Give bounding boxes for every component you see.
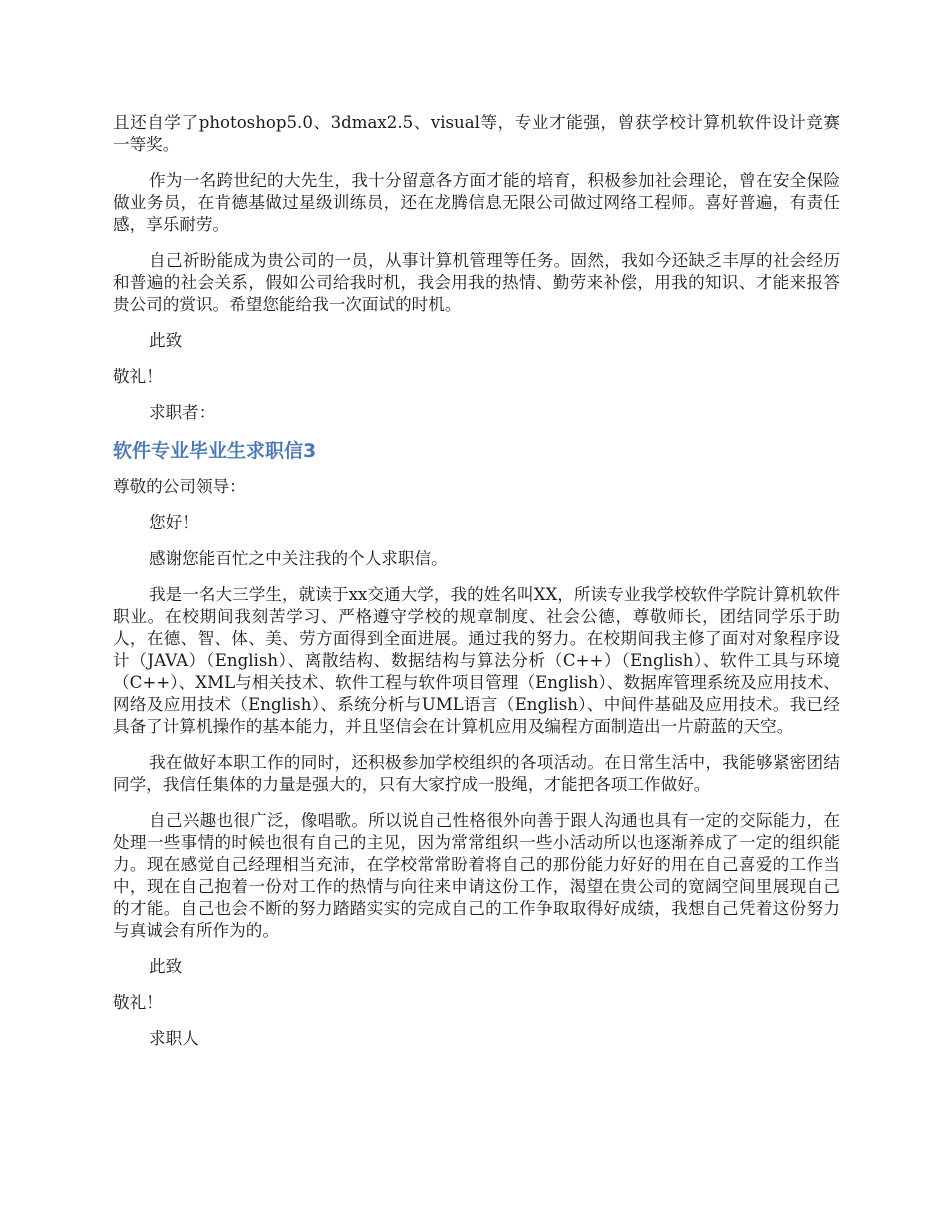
body-paragraph-4: 自己兴趣也很广泛，像唱歌。所以说自己性格很外向善于跟人沟通也具有一定的交际能力，在处理一些事情的时候也很有自己的主见，因为常常组织一些小活动所以也逐渐养成了一定的组织能力。现在感觉自己经理相当充沛，在学校常常盼着将自己的那份能力好好的用在自己喜爱的工作当中，现在自己抱着一份对工作的热情与向往来申请这份工作，渴望在贵公司的宽阔空间里展现自己的才能。自己也会不断的努力踏踏实实的完成自己的工作争取取得好成绩，我想自己凭着这份努力与真诚会有所作为的。 <box>113 811 840 940</box>
body-paragraph-3: 我在做好本职工作的同时，还积极参加学校组织的各项活动。在日常生活中，我能够紧密团结同学，我信任集体的力量是强大的，只有大家拧成一股绳，才能把各项工作做好。 <box>113 753 840 794</box>
greeting: 您好！ <box>149 513 199 532</box>
prev-closing-jing-li: 敬礼！ <box>113 367 163 386</box>
closing-ci-zhi: 此致 <box>149 957 183 976</box>
body-paragraph-2: 我是一名大三学生，就读于xx交通大学，我的姓名叫XX，所读专业我学校软件学院计算机软件职业。在校期间我刻苦学习、严格遵守学校的规章制度、社会公德，尊敬师长，团结同学乐于助人，在德、智、体、美、劳方面得到全面进展。通过我的努力。在校期间我主修了面对对象程序设计（JAVA）（English）、离散结构、数据结构与算法分析（C++）（English）、软件工具与环境（C++）、XML与相关技术、软件工程与软件项目管理（English）、数据库管理系统及应用技术、网络及应用技术（English）、系统分析与UML语言（English）、中间件基础及应用技术。我已经具备了计算机操作的基本能力，并且坚信会在计算机应用及编程方面制造出一片蔚蓝的天空。 <box>113 585 840 736</box>
section-heading: 软件专业毕业生求职信3 <box>113 440 317 462</box>
prev-paragraph-1: 且还自学了photoshop5.0、3dmax2.5、visual等，专业才能强，曾获学校计算机软件设计竞赛一等奖。 <box>113 113 840 154</box>
prev-paragraph-3: 自己祈盼能成为贵公司的一员，从事计算机管理等任务。固然，我如今还缺乏丰厚的社会经历和普遍的社会关系，假如公司给我时机，我会用我的热情、勤劳来补偿，用我的知识、才能来报答贵公司的赏识。希望您能给我一次面试的时机。 <box>113 251 840 314</box>
body-paragraph-1: 感谢您能百忙之中关注我的个人求职信。 <box>149 549 448 568</box>
closing-jing-li: 敬礼！ <box>113 993 163 1012</box>
prev-signature: 求职者： <box>149 403 216 422</box>
prev-paragraph-2: 作为一名跨世纪的大先生，我十分留意各方面才能的培育，积极参加社会理论，曾在安全保险做业务员，在肯德基做过星级训练员，还在龙腾信息无限公司做过网络工程师。喜好普遍，有责任感，享乐耐劳。 <box>113 171 840 234</box>
signature: 求职人 <box>149 1029 199 1048</box>
salutation: 尊敬的公司领导： <box>113 477 246 496</box>
prev-closing-ci-zhi: 此致 <box>149 331 183 350</box>
document-page <box>113 112 840 1064</box>
